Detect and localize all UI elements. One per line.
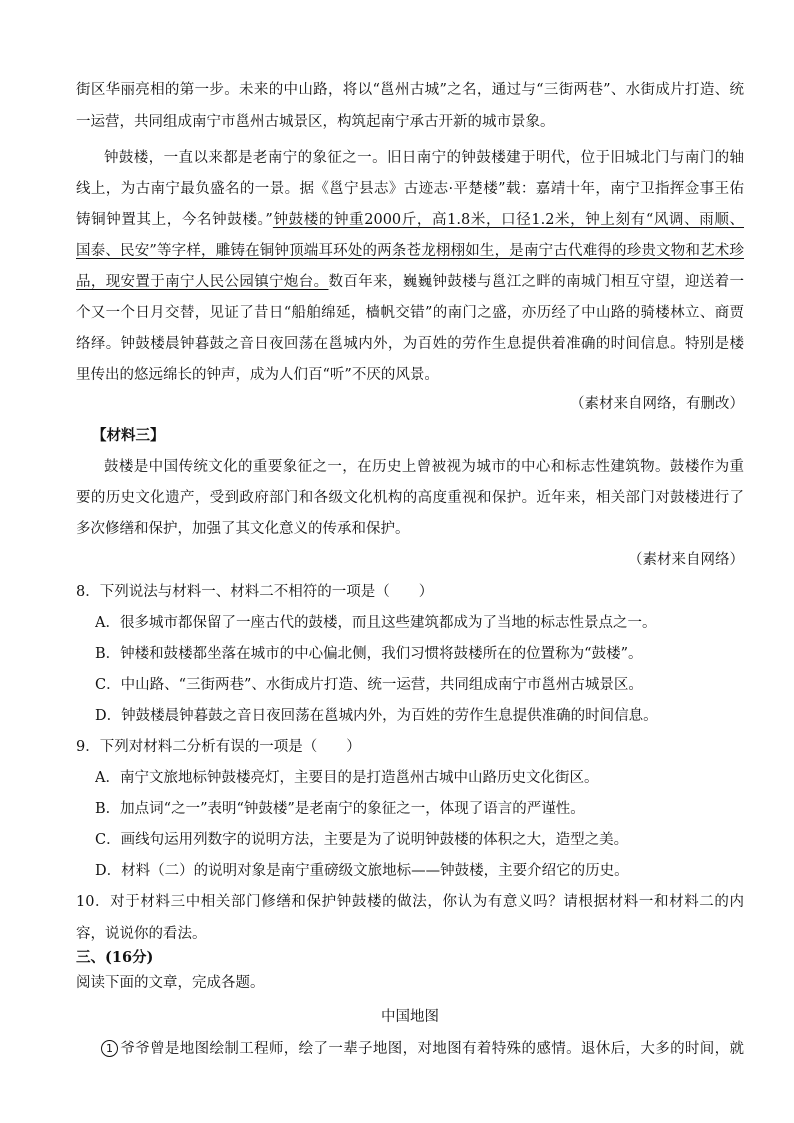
material2-paragraph-line: 线上，为古南宁最负盛名的一景。据《邕宁县志》古迹志·平楚楼”载：嘉靖十年，南宁卫指挥佥事王佑: [76, 181, 744, 197]
material3-source: （素材来自网络）: [628, 552, 744, 568]
plain-text: 数百年来，巍巍钟鼓楼与邕江之畔的南城门相互守望，迎送着一: [328, 274, 744, 290]
question-9-option-b: B．加点词“之一”表明“钟鼓楼”是老南宁的象征之一，体现了语言的严谨性。: [95, 801, 585, 817]
paragraph-number-badge: 1: [101, 1040, 118, 1057]
section-heading: 三、(16分): [76, 949, 154, 966]
question-8-option-a: A．很多城市都保留了一座古代的鼓楼，而且这些建筑都成为了当地的标志性景点之一。: [95, 615, 657, 631]
material2-paragraph-line: 个又一个日月交替，见证了昔日“船舶绵延，樯帆交错”的南门之盛，亦历经了中山路的骑楼林立、商贾: [76, 305, 744, 321]
material2-paragraph-line: 络绎。钟鼓楼晨钟暮鼓之音日夜回荡在邕城内外，为百姓的劳作生息提供着准确的时间信息。特别是楼: [76, 336, 744, 352]
underlined-sentence: 钟鼓楼的钟重2000斤，高1.8米，口径1.2米，钟上刻有“风调、雨顺、: [272, 212, 744, 228]
underlined-sentence: 品，现安置于南宁人民公园镇宁炮台。: [76, 274, 329, 290]
question-8-option-b: B．钟楼和鼓楼都坐落在城市的中心偏北侧，我们习惯将鼓楼所在的位置称为“鼓楼”。: [95, 646, 643, 662]
question-10-stem: 10．对于材料三中相关部门修缮和保护钟鼓楼的做法，你认为有意义吗？请根据材料一和材料二的内: [76, 894, 744, 910]
question-8-option-d: D．钟鼓楼晨钟暮鼓之音日夜回荡在邕城内外，为百姓的劳作生息提供准确的时间信息。: [95, 708, 658, 724]
material3-line: 多次修缮和保护，加强了其文化意义的传承和保护。: [76, 521, 410, 537]
material2-paragraph-line: [76, 271, 744, 293]
material2-line: 一运营，共同组成南宁市邕州古城景区，构筑起南宁承古开新的城市景象。: [76, 114, 555, 130]
material2-paragraph-line: 里传出的悠远绵长的钟声，成为人们百“听”不厌的风景。: [76, 367, 439, 383]
material2-paragraph-line: 钟鼓楼，一直以来都是老南宁的象征之一。旧日南宁的钟鼓楼建于明代，位于旧城北门与南门的轴: [104, 150, 744, 166]
question-9-stem: 9．下列对材料二分析有误的一项是（ ）: [76, 739, 361, 755]
underlined-sentence: 国泰、民安”等字样，雕铸在铜钟顶端耳环处的两条苍龙栩栩如生，是南宁古代难得的珍贵文物和艺术珍: [76, 243, 744, 259]
article-paragraph-1: [101, 1038, 744, 1060]
material2-paragraph-line: [76, 209, 744, 231]
material3-line: 要的历史文化遗产，受到政府部门和各级文化机构的高度重视和保护。近年来，相关部门对鼓楼进行了: [76, 490, 744, 506]
section-instruction: 阅读下面的文章，完成各题。: [76, 975, 265, 991]
material2-line: 街区华丽亮相的第一步。未来的中山路，将以“邕州古城”之名，通过与“三街两巷”、水街成片打造、统: [76, 82, 744, 98]
article-title: 中国地图: [381, 1009, 439, 1025]
question-9-option-d: D．材料（二）的说明对象是南宁重磅级文旅地标——钟鼓楼，主要介绍它的历史。: [95, 863, 629, 879]
question-8-stem: 8．下列说法与材料一、材料二不相符的一项是（ ）: [76, 584, 434, 600]
question-10-stem: 容，说说你的看法。: [76, 926, 207, 942]
question-8-option-c: C．中山路、“三街两巷”、水街成片打造、统一运营，共同组成南宁市邕州古城景区。: [95, 677, 643, 693]
material3-heading: 【材料三】: [92, 427, 165, 444]
article-paragraph-text: 爷爷曾是地图绘制工程师，绘了一辈子地图，对地图有着特殊的感情。退休后，大多的时间，就: [120, 1041, 744, 1057]
question-9-option-a: A．南宁文旅地标钟鼓楼亮灯，主要目的是打造邕州古城中山路历史文化街区。: [95, 770, 599, 786]
plain-text: 铸铜钟置其上，今名钟鼓楼。”: [76, 212, 273, 228]
material2-source: （素材来自网络，有删改）: [570, 396, 744, 412]
material3-line: 鼓楼是中国传统文化的重要象征之一，在历史上曾被视为城市的中心和标志性建筑物。鼓楼作为重: [104, 459, 744, 475]
question-9-option-c: C．画线句运用列数字的说明方法，主要是为了说明钟鼓楼的体积之大，造型之美。: [95, 832, 629, 848]
